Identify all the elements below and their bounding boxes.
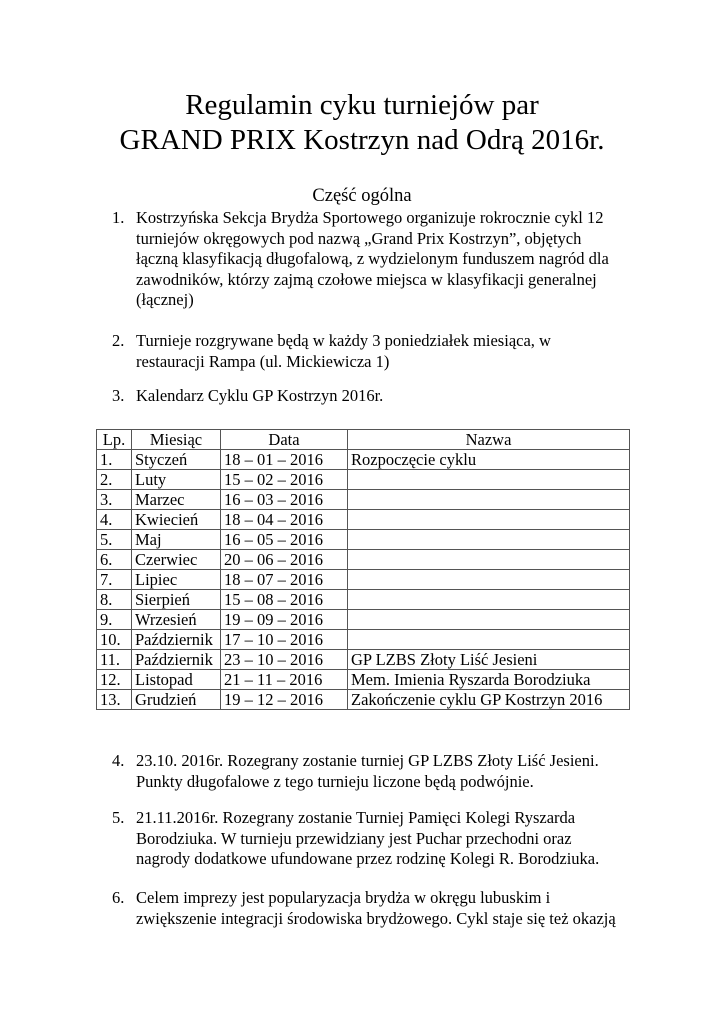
cell-date: 16 – 05 – 2016 (221, 530, 348, 550)
cell-name (348, 610, 630, 630)
text-line: Punkty długofalowe z tego turnieju liczone będą podwójnie. (136, 771, 534, 791)
cell-date: 21 – 11 – 2016 (221, 670, 348, 690)
list-item-6 (112, 888, 632, 929)
cell-lp: 3. (97, 490, 132, 510)
cell-name (348, 530, 630, 550)
table-row (97, 670, 630, 690)
cell-date: 15 – 08 – 2016 (221, 590, 348, 610)
header-month: Miesiąc (132, 430, 221, 450)
section-heading: Część ogólna (312, 186, 412, 206)
cell-month: Październik (132, 630, 221, 650)
cell-date: 15 – 02 – 2016 (221, 470, 348, 490)
cell-lp: 12. (97, 670, 132, 690)
table-row (97, 650, 630, 670)
table-row (97, 630, 630, 650)
item-text (136, 331, 632, 372)
cell-lp: 8. (97, 590, 132, 610)
cell-date: 20 – 06 – 2016 (221, 550, 348, 570)
header-lp: Lp. (97, 430, 132, 450)
text-line: (łącznej) (136, 290, 194, 309)
cell-name (348, 490, 630, 510)
item-number: 5. (112, 808, 125, 827)
item-text (136, 208, 632, 311)
text-line: nagrody dodatkowe ufundowane przez rodzinę Kolegi R. Borodziuka. (136, 849, 600, 868)
table-row (97, 450, 630, 470)
cell-lp: 7. (97, 570, 132, 590)
header-name: Nazwa (348, 430, 630, 450)
cell-lp: 5. (97, 530, 132, 550)
text-line: Borodziuka. W turnieju przewidziany jest Puchar przechodni oraz (136, 828, 572, 848)
item-text (136, 751, 632, 792)
header-date: Data (221, 430, 348, 450)
cell-month: Sierpień (132, 590, 221, 610)
table-row (97, 610, 630, 630)
document-title-line-1: Regulamin cyku turniejów par (185, 89, 539, 121)
cell-date: 19 – 12 – 2016 (221, 690, 348, 710)
text-line: restauracji Rampa (ul. Mickiewicza 1) (136, 351, 390, 371)
document-title-line-2: GRAND PRIX Kostrzyn nad Odrą 2016r. (119, 124, 605, 156)
cell-month: Luty (132, 470, 221, 490)
table-row (97, 570, 630, 590)
cell-month: Maj (132, 530, 221, 550)
text-line: zawodników, którzy zajmą czołowe miejsca w klasyfikacji generalnej (136, 269, 597, 289)
cell-month: Marzec (132, 490, 221, 510)
cell-name: GP LZBS Złoty Liść Jesieni (348, 650, 630, 670)
cell-month: Czerwiec (132, 550, 221, 570)
cell-month: Kwiecień (132, 510, 221, 530)
cell-month: Lipiec (132, 570, 221, 590)
cell-name: Mem. Imienia Ryszarda Borodziuka (348, 670, 630, 690)
item-number: 2. (112, 331, 125, 350)
table-row (97, 510, 630, 530)
cell-lp: 6. (97, 550, 132, 570)
cell-month: Styczeń (132, 450, 221, 470)
cell-date: 19 – 09 – 2016 (221, 610, 348, 630)
cell-name (348, 570, 630, 590)
list-item-2 (112, 331, 632, 372)
text-line: zwiększenie integracji środowiska brydżowego. Cykl staje się też okazją (136, 908, 616, 928)
text-line: Celem imprezy jest popularyzacja brydża w okręgu lubuskim i (136, 888, 551, 907)
text-line: Kalendarz Cyklu GP Kostrzyn 2016r. (136, 386, 384, 405)
table-row (97, 690, 630, 710)
cell-name (348, 590, 630, 610)
item-number: 6. (112, 888, 125, 907)
cell-name (348, 470, 630, 490)
cell-name (348, 550, 630, 570)
list-item-3 (112, 386, 632, 407)
item-text (136, 386, 632, 407)
cell-name (348, 510, 630, 530)
cell-date: 18 – 01 – 2016 (221, 450, 348, 470)
cell-lp: 2. (97, 470, 132, 490)
calendar-table (96, 429, 630, 710)
cell-month: Wrzesień (132, 610, 221, 630)
text-line: turniejów okręgowych pod nazwą „Grand Prix Kostrzyn”, objętych (136, 228, 582, 248)
cell-name: Zakończenie cyklu GP Kostrzyn 2016 (348, 690, 630, 710)
cell-month: Październik (132, 650, 221, 670)
cell-lp: 11. (97, 650, 132, 670)
cell-date: 18 – 07 – 2016 (221, 570, 348, 590)
list-item-5 (112, 808, 632, 870)
table-header-row (97, 430, 630, 450)
text-line: Kostrzyńska Sekcja Brydża Sportowego organizuje rokrocznie cykl 12 (136, 208, 604, 227)
table-row (97, 590, 630, 610)
cell-lp: 1. (97, 450, 132, 470)
text-line: 23.10. 2016r. Rozegrany zostanie turniej GP LZBS Złoty Liść Jesieni. (136, 751, 599, 770)
text-line: 21.11.2016r. Rozegrany zostanie Turniej Pamięci Kolegi Ryszarda (136, 808, 576, 827)
cell-date: 23 – 10 – 2016 (221, 650, 348, 670)
list-item-1 (112, 208, 632, 311)
cell-lp: 13. (97, 690, 132, 710)
table-row (97, 470, 630, 490)
cell-name: Rozpoczęcie cyklu (348, 450, 630, 470)
text-line: łączną klasyfikacją długofalową, z wydzielonym funduszem nagród dla (136, 249, 609, 268)
cell-date: 16 – 03 – 2016 (221, 490, 348, 510)
item-number: 1. (112, 208, 125, 227)
list-item-4 (112, 751, 632, 792)
item-number: 3. (112, 386, 125, 405)
cell-month: Listopad (132, 670, 221, 690)
cell-lp: 4. (97, 510, 132, 530)
cell-lp: 10. (97, 630, 132, 650)
cell-lp: 9. (97, 610, 132, 630)
item-number: 4. (112, 751, 125, 770)
item-text (136, 808, 632, 870)
table-row (97, 530, 630, 550)
cell-date: 17 – 10 – 2016 (221, 630, 348, 650)
item-text (136, 888, 632, 929)
cell-name (348, 630, 630, 650)
cell-month: Grudzień (132, 690, 221, 710)
cell-date: 18 – 04 – 2016 (221, 510, 348, 530)
table-row (97, 550, 630, 570)
table-row (97, 490, 630, 510)
text-line: Turnieje rozgrywane będą w każdy 3 poniedziałek miesiąca, w (136, 331, 551, 350)
